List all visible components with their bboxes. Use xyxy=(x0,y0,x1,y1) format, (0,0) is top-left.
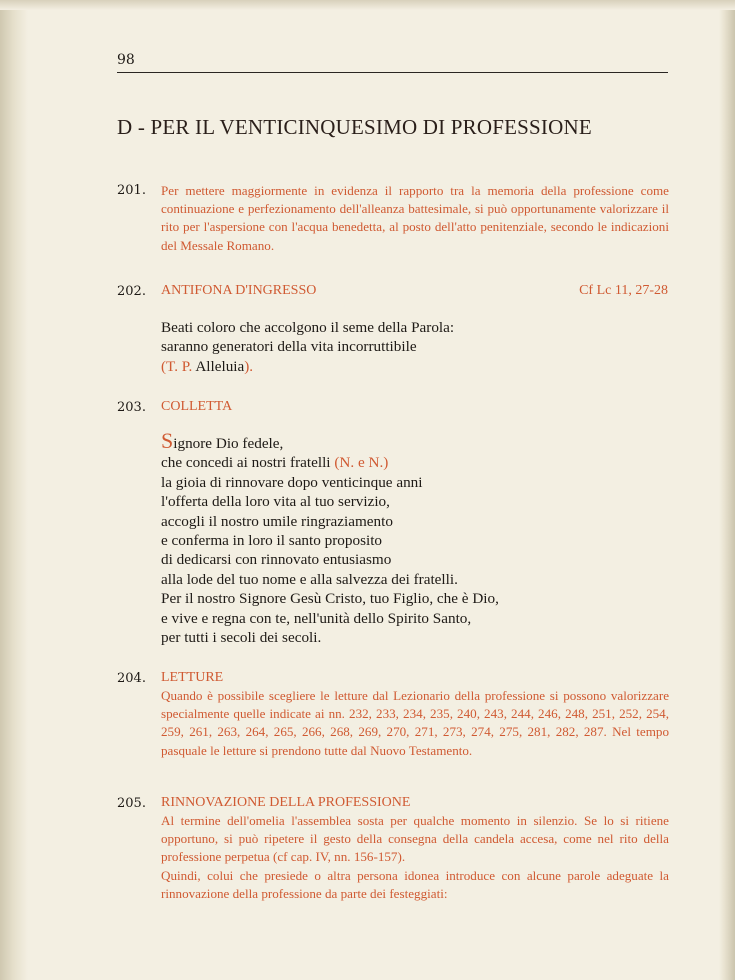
colletta-line-8: alla lode del tuo nome e alla salvezza dei fratelli. xyxy=(161,570,458,588)
antifona-line-1: Beati coloro che accolgono il seme della Parola: xyxy=(161,319,455,336)
page-number: 98 xyxy=(117,52,135,68)
colletta-line-11: per tutti i secoli dei secoli. xyxy=(161,629,322,647)
colletta-line-5: accogli il nostro umile ringraziamento xyxy=(161,512,393,530)
section-number-201: 201. xyxy=(117,183,146,198)
alleluia: Alleluia xyxy=(195,357,245,375)
section-number-203: 203. xyxy=(117,400,146,415)
chapter-title: D - PER IL VENTICINQUESIMO DI PROFESSIONE xyxy=(117,115,592,139)
tp-marker-close: ). xyxy=(244,357,254,375)
rubric-205-text-1: Al termine dell'omelia l'assemblea sosta per qualche momento in silenzio. Se lo si ritiene opportuno, si può ripetere il gesto della consegna della candela accesa, come nel rito della professione perpetua (cf cap. IV, nn. 156-157). xyxy=(161,813,669,865)
antifona-line-3 xyxy=(161,357,661,376)
scripture-reference: Cf Lc 11, 27-28 xyxy=(579,283,668,298)
colletta-line-1-rest: ignore Dio fedele, xyxy=(173,435,284,452)
drop-initial: S xyxy=(161,428,174,453)
section-number-205: 205. xyxy=(117,796,146,811)
rubric-204-text: Quando è possibile scegliere le letture dal Lezionario della professione si possono valorizzare specialmente quelle indicate ai nn. 232, 233, 234, 235, 240, 243, 244, 246, 248, 251, 252, 254, 259, 261, 263, 264, 265, 266, 268, 269, 270, 271, 273, 274, 275, 281, 282, 287. Nel tempo pasquale le letture si prendono tutte dal Nuovo Testamento. xyxy=(161,688,669,758)
colletta-text xyxy=(161,428,661,647)
colletta-line-2-pre: che concedi ai nostri fratelli xyxy=(161,454,335,472)
rubric-204 xyxy=(161,687,669,760)
heading-antifona: ANTIFONA D'INGRESSO xyxy=(161,283,317,298)
rubric-205 xyxy=(161,812,669,903)
heading-rinnovazione: RINNOVAZIONE DELLA PROFESSIONE xyxy=(161,795,411,810)
colletta-line-2 xyxy=(161,453,661,472)
colletta-line-7: di dedicarsi con rinnovato entusiasmo xyxy=(161,551,392,569)
rubric-205-text-2: Quindi, colui che presiede o altra persona idonea introduce con alcune parole adeguate la rinnovazione della professione da parte dei festeggiati: xyxy=(161,867,669,901)
colletta-line-1 xyxy=(161,428,661,453)
colletta-line-10: e vive e regna con te, nell'unità dello Spirito Santo, xyxy=(161,609,472,627)
section-number-204: 204. xyxy=(117,671,146,686)
antifona-text xyxy=(161,318,661,376)
tp-marker-open: (T. P. xyxy=(161,357,196,375)
heading-letture: LETTURE xyxy=(161,670,224,685)
heading-colletta: COLLETTA xyxy=(161,399,233,414)
rubric-201 xyxy=(161,182,669,255)
colletta-line-4: l'offerta della loro vita al tuo servizio, xyxy=(161,493,390,511)
colletta-line-9: Per il nostro Signore Gesù Cristo, tuo Figlio, che è Dio, xyxy=(161,590,499,608)
colletta-line-6: e conferma in loro il santo proposito xyxy=(161,532,383,550)
header-rule xyxy=(117,72,668,73)
colletta-line-3: la gioia di rinnovare dopo venticinque anni xyxy=(161,473,423,491)
names-placeholder: (N. e N.) xyxy=(334,454,389,472)
rubric-201-text: Per mettere maggiormente in evidenza il rapporto tra la memoria della professione come continuazione e perfezionamento dell'alleanza battesimale, si può opportunamente valorizzare il rito per l'aspersione con l'acqua benedetta, al posto dell'atto penitenziale, secondo le indicazioni del Messale Romano. xyxy=(161,183,669,253)
antifona-line-2: saranno generatori della vita incorruttibile xyxy=(161,338,417,356)
section-number-202: 202. xyxy=(117,284,146,299)
